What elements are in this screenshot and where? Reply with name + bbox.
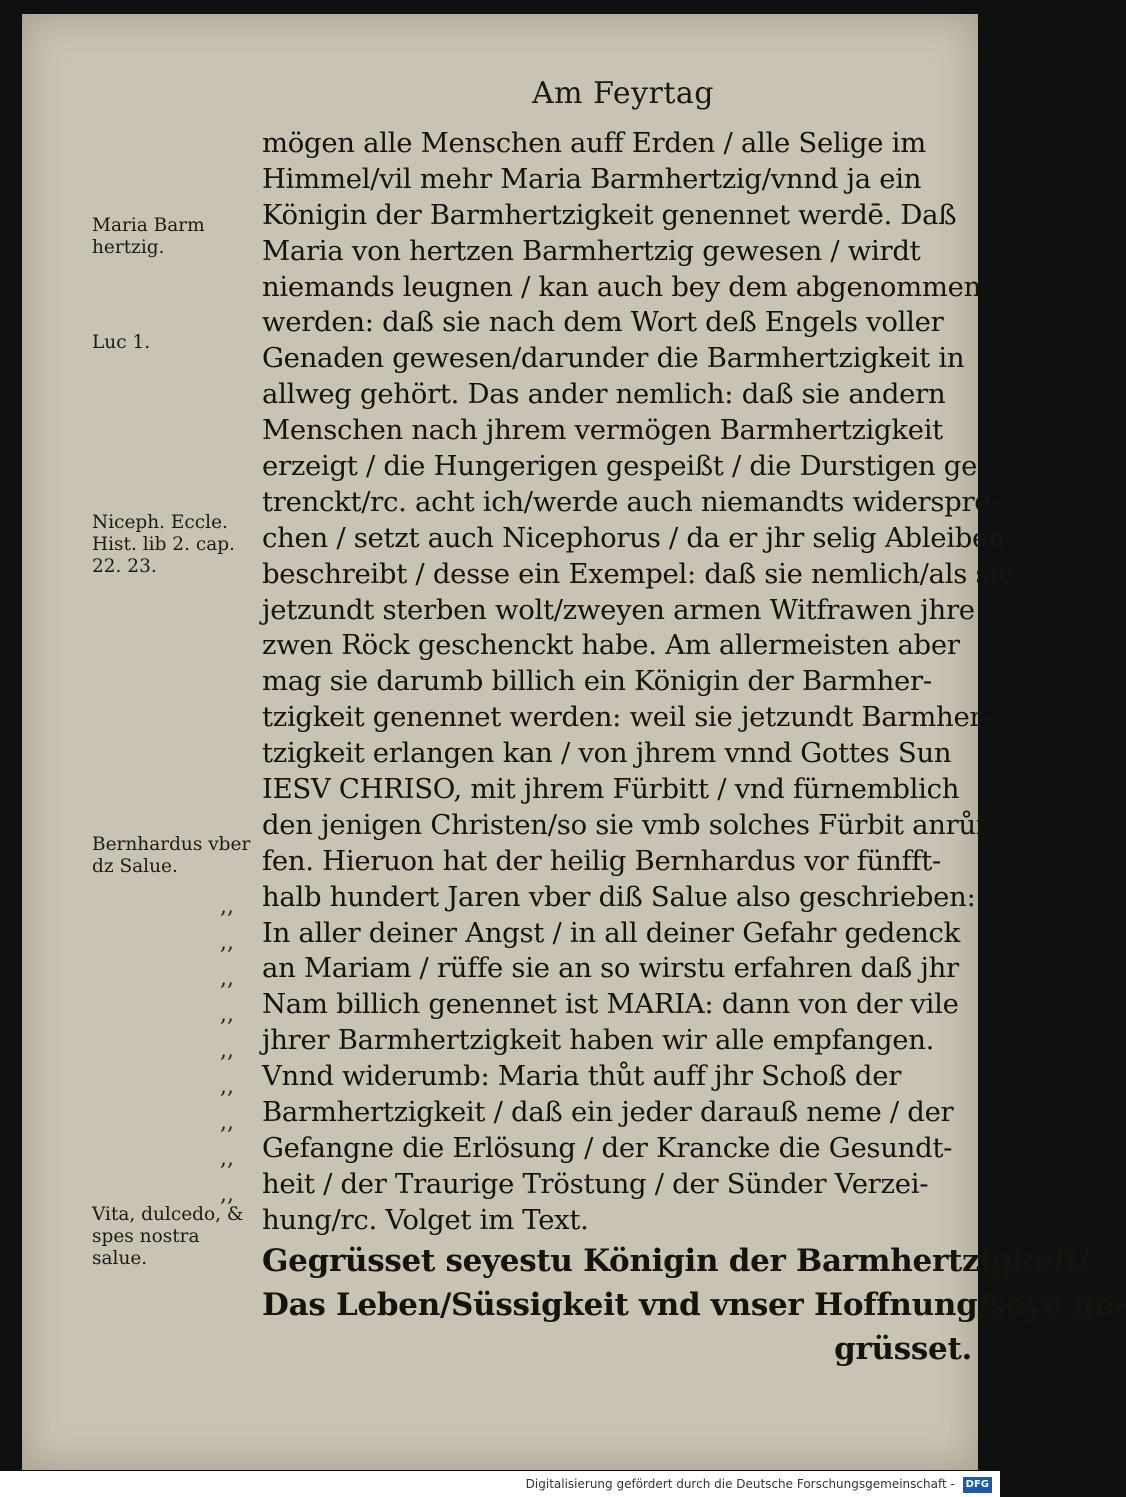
dfg-logo: DFG <box>963 1477 992 1493</box>
quote-mark: ,, <box>220 1002 234 1027</box>
book-page <box>22 14 1126 1470</box>
funding-footer <box>0 1471 1000 1497</box>
text-line: IESV CHRISO, mit jhrem Fürbitt / vnd fürnemblich <box>262 773 960 806</box>
text-line: Vnnd widerumb: Maria thůt auff jhr Schoß der <box>262 1060 902 1093</box>
text-line: halb hundert Jaren vber diß Salue also geschrieben: <box>262 880 976 913</box>
quote-mark: ,, <box>220 1074 234 1099</box>
salve-heading-line: Das Leben/Süssigkeit vnd vnser Hoffnung/seye ge- <box>262 1286 1126 1323</box>
text-line: heit / der Traurige Tröstung / der Sünder Verzei- <box>262 1167 929 1200</box>
text-line: mag sie darumb billich ein Königin der Barmher- <box>262 665 932 698</box>
text-line: Maria von hertzen Barmhertzig gewesen / wirdt <box>262 234 921 267</box>
text-line: Gefangne die Erlösung / der Krancke die Gesundt- <box>262 1131 953 1164</box>
quote-mark: ,, <box>220 1146 234 1171</box>
text-line: Barmhertzigkeit / daß ein jeder darauß neme / der <box>262 1096 954 1129</box>
salve-heading-line: Gegrüsset seyestu Königin der Barmhertzigkeit/ <box>262 1242 1090 1279</box>
main-text-block <box>262 126 1126 1371</box>
quote-mark: ,, <box>220 966 234 991</box>
text-line: niemands leugnen / kan auch bey dem abgenommen <box>262 270 982 303</box>
text-line: jhrer Barmhertzigkeit haben wir alle empfangen. <box>262 1024 935 1057</box>
salve-heading-line: grüsset. <box>834 1330 972 1367</box>
text-line: mögen alle Menschen auff Erden / alle Selige im <box>262 127 926 159</box>
text-line: jetzundt sterben wolt/zweyen armen Witfrawen jhre <box>262 593 975 626</box>
margin-note: Vita, dulcedo, & spes nostra salue. <box>92 1204 244 1269</box>
text-line: allweg gehört. Das ander nemlich: daß sie andern <box>262 378 946 411</box>
text-line: Menschen nach jhrem vermögen Barmhertzigkeit <box>262 414 943 447</box>
text-line: werden: daß sie nach dem Wort deß Engels voller <box>262 306 944 339</box>
footer-text: Digitalisierung gefördert durch die Deutsche Forschungsgemeinschaft - <box>525 1477 955 1491</box>
text-line: hung/rc. Volget im Text. <box>262 1203 589 1236</box>
text-line: Genaden gewesen/darunder die Barmhertzigkeit in <box>262 342 965 375</box>
text-line: chen / setzt auch Nicephorus / da er jhr selig Ableiben <box>262 521 1006 554</box>
text-line: tzigkeit erlangen kan / von jhrem vnnd Gottes Sun <box>262 737 952 770</box>
text-line: erzeigt / die Hungerigen gespeißt / die Durstigen ge- <box>262 450 987 483</box>
text-line: Himmel/vil mehr Maria Barmhertzig/vnnd ja ein <box>262 162 922 195</box>
text-line: In aller deiner Angst / in all deiner Gefahr gedenck <box>262 916 960 949</box>
quote-mark: ,, <box>220 1182 234 1207</box>
quote-mark: ,, <box>220 1110 234 1135</box>
text-line: fen. Hieruon hat der heilig Bernhardus vor fünfft- <box>262 844 941 877</box>
text-line: zwen Röck geschenckt habe. Am allermeisten aber <box>262 629 960 662</box>
margin-note: Bernhardus vber dz Salue. <box>92 834 251 877</box>
quote-mark: ,, <box>220 894 234 919</box>
margin-note: Luc 1. <box>92 332 151 353</box>
running-head: Am Feyrtag <box>532 76 715 111</box>
text-line: den jenigen Christen/so sie vmb solches Fürbit anrůf- <box>262 808 994 841</box>
text-line: tzigkeit genennet werden: weil sie jetzundt Barmher- <box>262 701 992 734</box>
text-line: an Mariam / rüffe sie an so wirstu erfahren daß jhr <box>262 952 959 985</box>
text-line: Nam billich genennet ist MARIA: dann von der vile <box>262 988 959 1021</box>
quote-mark: ,, <box>220 930 234 955</box>
quote-mark: ,, <box>220 1038 234 1063</box>
margin-note: Niceph. Eccle. Hist. lib 2. cap. 22. 23. <box>92 512 235 577</box>
text-line: beschreibt / desse ein Exempel: daß sie nemlich/als sie <box>262 557 1014 590</box>
text-line: Königin der Barmhertzigkeit genennet werdē. Daß <box>262 198 957 231</box>
margin-note: Maria Barm hertzig. <box>92 215 205 258</box>
text-line: trenckt/rc. acht ich/werde auch niemandts widersprę- <box>262 485 1000 518</box>
